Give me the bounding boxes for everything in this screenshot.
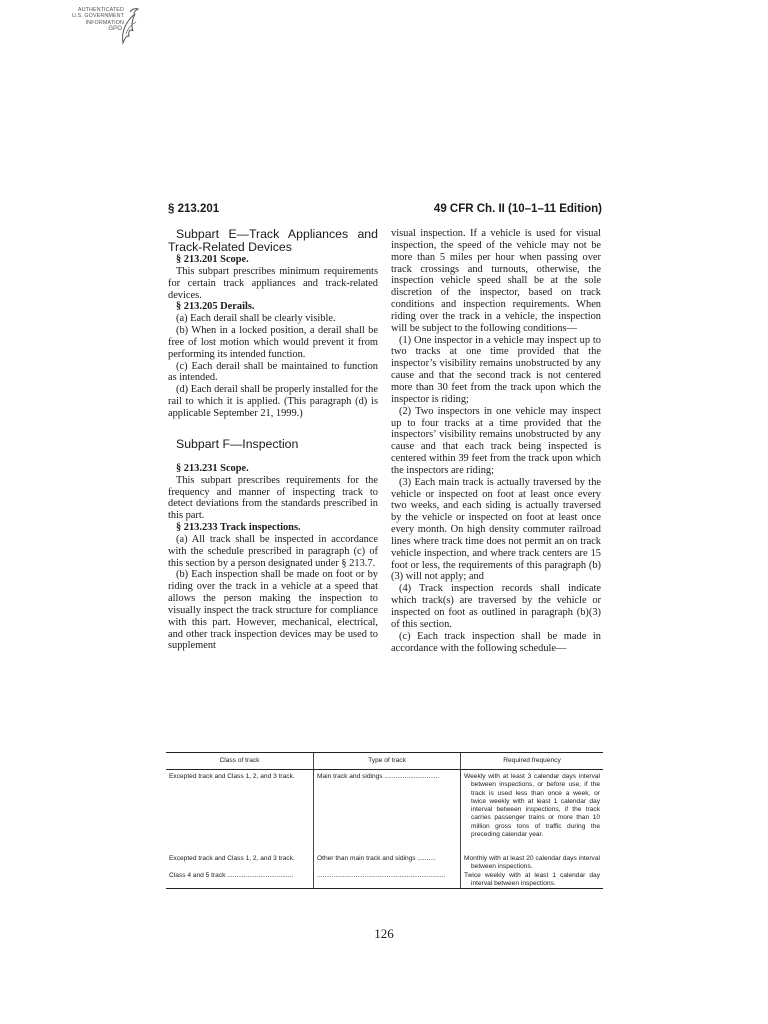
paragraph-b: (b) When in a locked position, a derail shall be free of lost motion which would prevent it from performing its intended function. bbox=[168, 325, 378, 360]
table-row bbox=[166, 872, 603, 889]
section-213-231-heading: § 213.231 Scope. bbox=[176, 462, 249, 474]
section-213-205-heading: § 213.205 Derails. bbox=[176, 301, 255, 313]
table-row bbox=[166, 770, 603, 856]
table-header-row bbox=[166, 753, 603, 770]
table-cell: Weekly with at least 3 calendar days interval between inspections, or before use, if the track is used less than once a week, or twice weekly with at least 1 calendar day interval between inspections, if the track carries passenger trains or more than 10 million gross tons of traffic during the preceding calendar year. bbox=[464, 773, 600, 839]
section-213-201-heading: § 213.201 Scope. bbox=[176, 254, 249, 265]
page-number: 126 bbox=[374, 926, 394, 941]
paragraph-b4: (4) Track inspection records shall indicate which track(s) are traversed by the vehicle or inspected on foot as outlined in paragraph (b)(3) of this section. bbox=[391, 583, 601, 630]
paragraph-b: (b) Each inspection shall be made on foot or by riding over the track in a vehicle at a speed that allows the person making the inspection to visually inspect the track structure for compliance with this part. However, mechanical, electrical, and other track inspection devices may be used to supplement bbox=[168, 569, 378, 652]
section-213-201-text: This subpart prescribes minimum requirements for certain track appliances and track-related devices. bbox=[168, 265, 378, 301]
cfr-edition: 49 CFR Ch. II (10–1–11 Edition) bbox=[433, 203, 602, 215]
eagle-icon bbox=[120, 6, 140, 46]
subpart-e-title: Subpart E—Track Appliances and Track-Related Devices bbox=[168, 227, 378, 254]
inspection-schedule-table bbox=[166, 752, 603, 889]
paragraph-b2: (2) Two inspectors in one vehicle may inspect up to four tracks at a time provided that the inspectors’ visibility remains unobstructed by any cause and that each track being inspected is centered within 39 feet from the track upon which the inspectors are riding; bbox=[391, 405, 601, 476]
right-column bbox=[391, 228, 601, 654]
paragraph-continuation: visual inspection. If a vehicle is used for visual inspection, the speed of the vehicle may not be more than 5 miles per hour when passing over track crossings and turnouts, otherwise, the inspection vehicle speed shall be at the sole discretion of the inspector, based on track conditions and inspection requirements. When riding over the track in a vehicle, the inspection will be subject to the following conditions— bbox=[391, 228, 601, 334]
paragraph-a: (a) Each derail shall be clearly visible. bbox=[176, 313, 336, 325]
table-cell: Other than main track and sidings .......... bbox=[317, 855, 436, 862]
left-column bbox=[168, 228, 378, 652]
paragraph-b1: (1) One inspector in a vehicle may inspect up to two tracks at one time provided that the inspector’s visibility remains unobstructed by any cause and that the second track is not centered more than 30 feet from the track upon which the inspector is riding; bbox=[391, 334, 601, 405]
table-row bbox=[166, 855, 603, 872]
table-cell: Main track and sidings .............................. bbox=[317, 773, 440, 780]
section-number: § 213.201 bbox=[168, 203, 220, 215]
paragraph-c: (c) Each derail shall be maintained to function as intended. bbox=[168, 360, 378, 384]
table-cell: Class 4 and 5 track .................................... bbox=[169, 871, 294, 879]
column-header: Required frequency bbox=[461, 753, 604, 770]
paragraph-a: (a) All track shall be inspected in accordance with the schedule prescribed in paragraph (c) of this section by a person designated under § 213.7. bbox=[168, 533, 378, 569]
gpo-authentication-logo bbox=[50, 6, 150, 46]
table-cell: Monthly with at least 20 calendar days interval between inspections. bbox=[464, 855, 600, 871]
table-cell: Excepted track and Class 1, 2, and 3 track. bbox=[169, 773, 295, 780]
running-head bbox=[168, 203, 602, 219]
column-header: Type of track bbox=[314, 753, 461, 770]
column-header: Class of track bbox=[166, 753, 314, 770]
table-cell: Twice weekly with at least 1 calendar day interval between inspections. bbox=[464, 871, 600, 887]
logo-text: AUTHENTICATED U.S. GOVERNMENT INFORMATION GPO bbox=[71, 7, 124, 33]
table-cell: ...................................................................... bbox=[317, 871, 446, 879]
paragraph-d: (d) Each derail shall be properly installed for the rail to which it is applied. (This paragraph (d) is applicable September 21, 1999.) bbox=[168, 384, 378, 419]
paragraph-c: (c) Each track inspection shall be made in accordance with the following schedule— bbox=[391, 630, 601, 654]
section-213-233-heading: § 213.233 Track inspections. bbox=[176, 522, 301, 534]
section-213-231-text: This subpart prescribes requirements for the frequency and manner of inspecting track to detect deviations from the standards prescribed in this part. bbox=[168, 474, 378, 522]
paragraph-b3: (3) Each main track is actually traversed by the vehicle or inspected on foot at least once every two weeks, and each siding is actually traversed by the vehicle or inspected on foot at least once every month. On high density commuter railroad lines where track time does not permit an on track vehicle inspection, and where track centers are 15 foot or less, the requirements of this paragraph (b)(3) will not apply; and bbox=[391, 476, 601, 583]
subpart-f-title: Subpart F—Inspection bbox=[176, 436, 299, 451]
table-cell: Excepted track and Class 1, 2, and 3 track. bbox=[169, 855, 295, 862]
